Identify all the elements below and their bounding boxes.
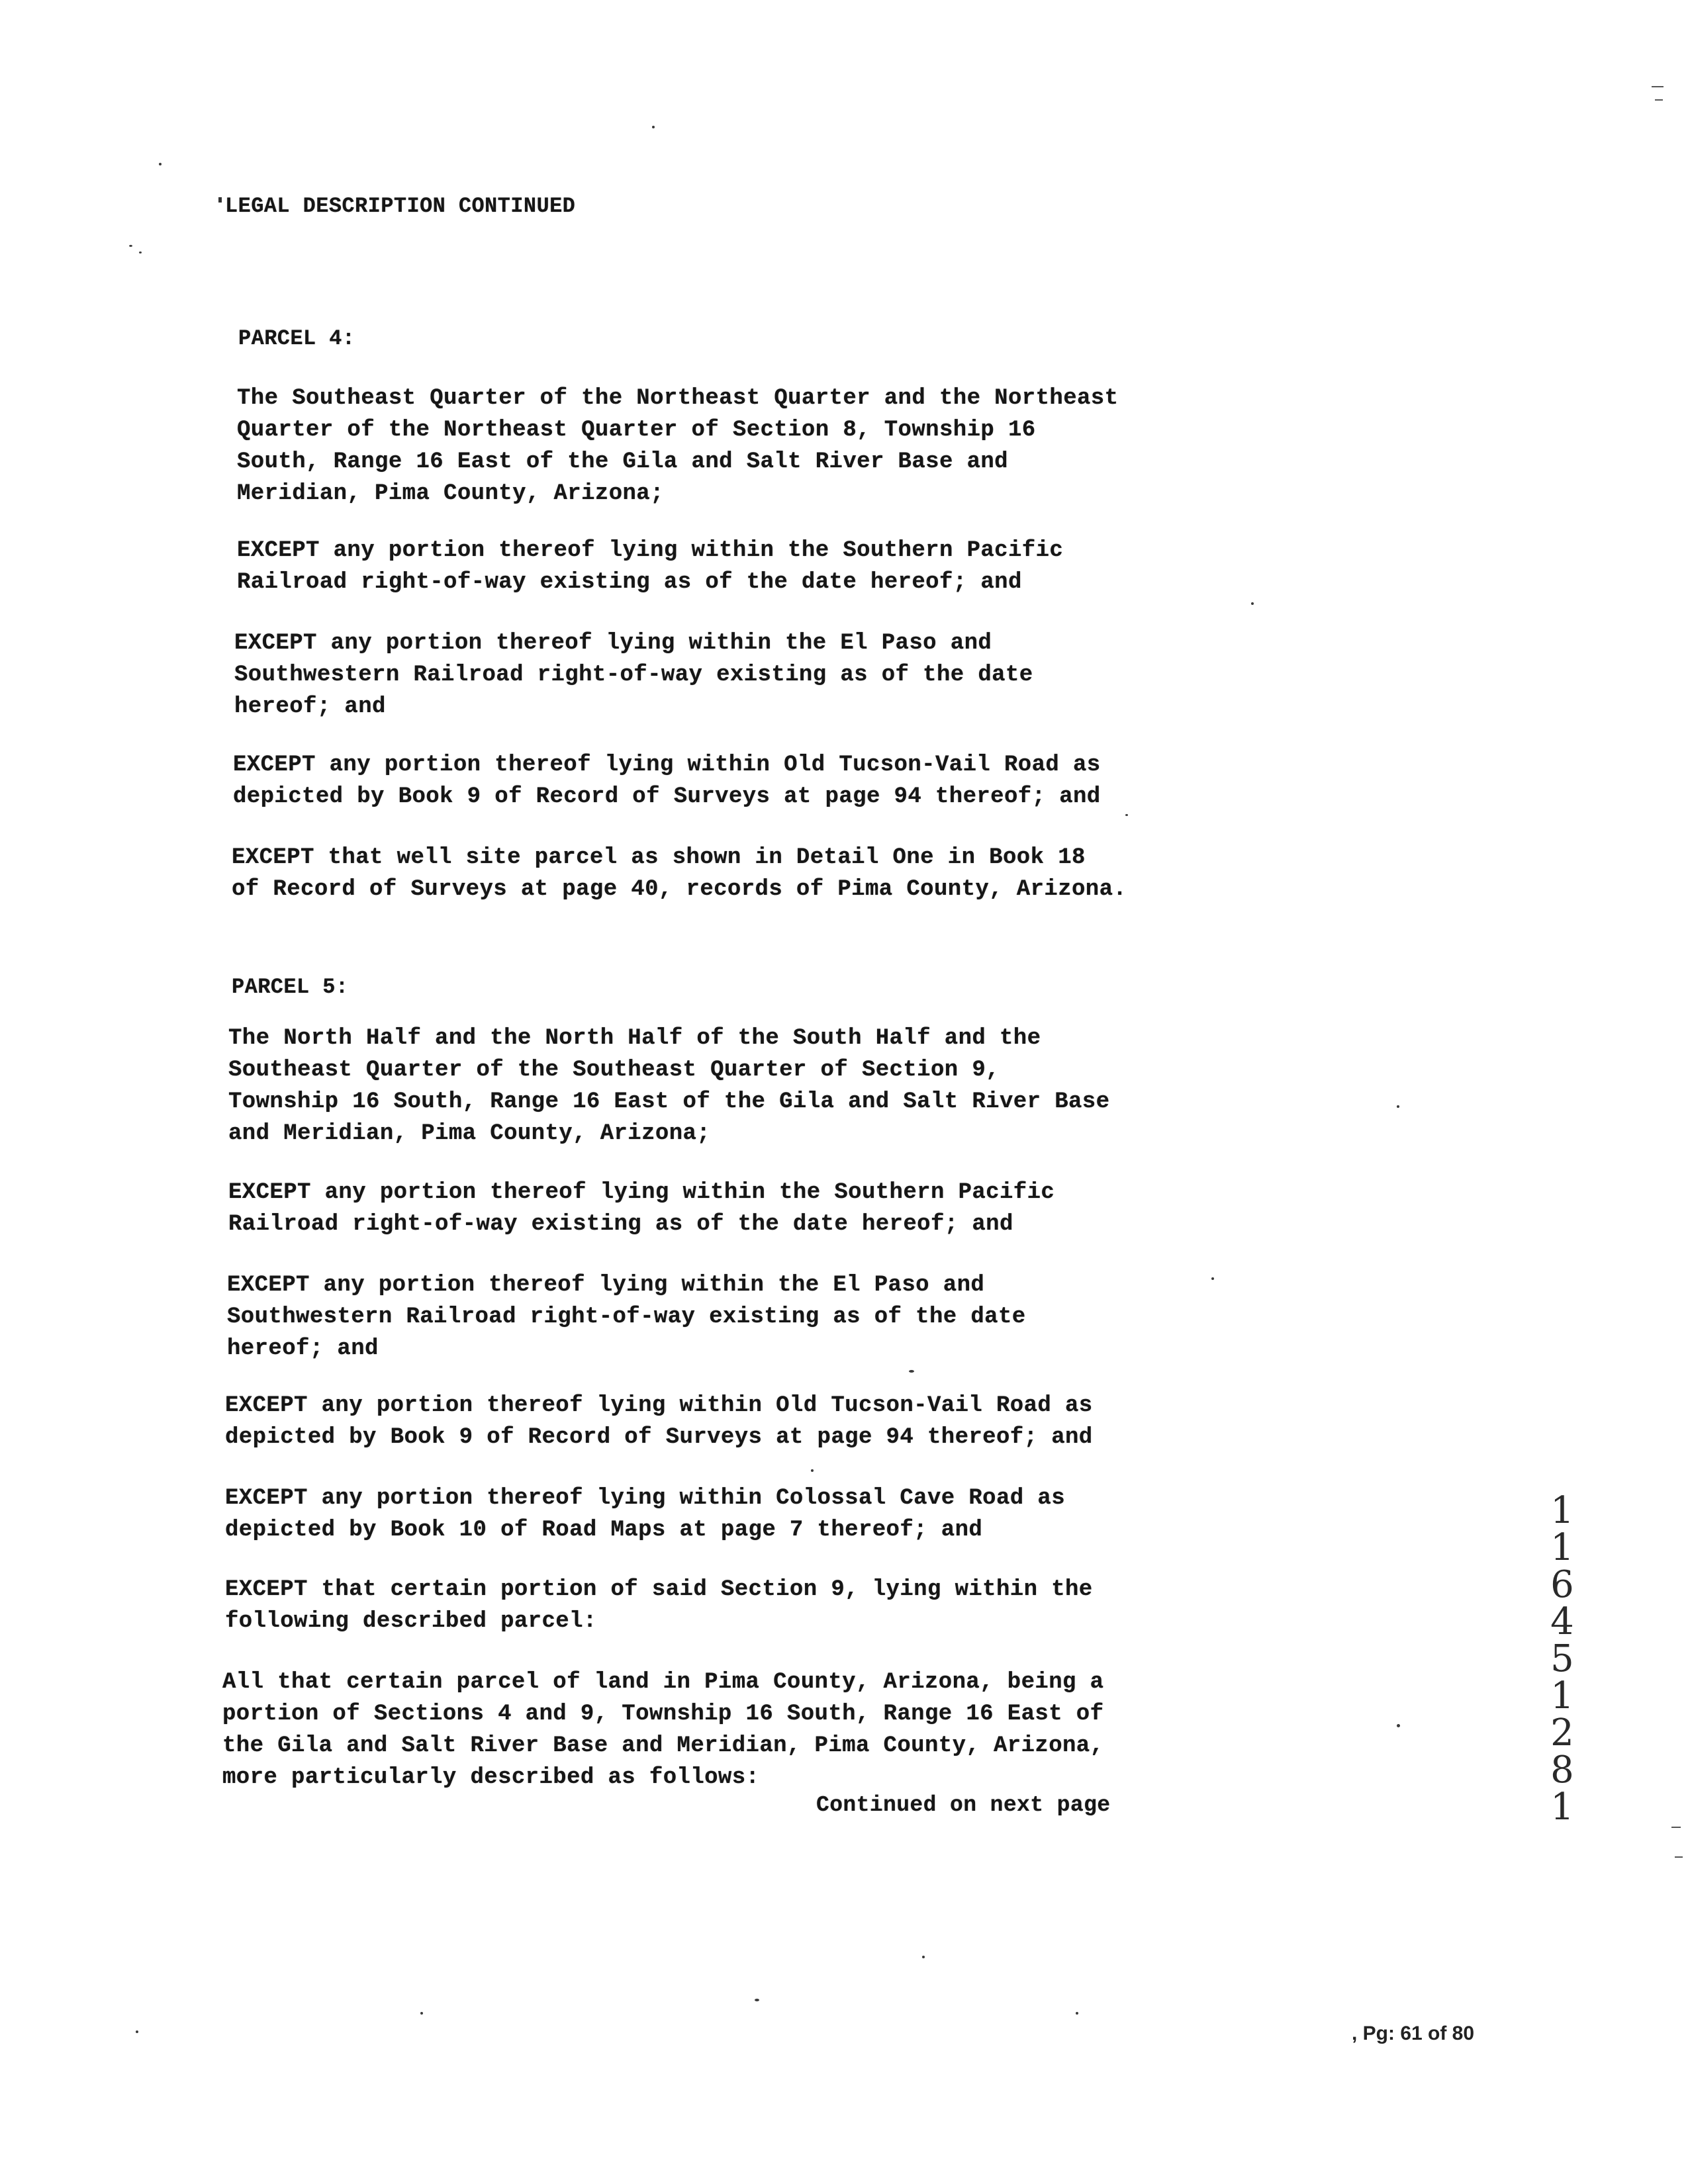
paragraph-line: All that certain parcel of land in Pima County, Arizona, being a xyxy=(222,1670,1104,1695)
paragraph-line: depicted by Book 9 of Record of Surveys at page 94 thereof; and xyxy=(225,1425,1093,1450)
paragraph-line: Railroad right-of-way existing as of the date hereof; and xyxy=(228,1212,1013,1237)
paragraph-line: Meridian, Pima County, Arizona; xyxy=(237,481,664,506)
edge-mark xyxy=(1671,1827,1681,1828)
parcel-paragraph xyxy=(233,749,1101,813)
scan-speck xyxy=(1125,814,1128,816)
parcel-paragraph xyxy=(227,1269,1026,1365)
continued-note: Continued on next page xyxy=(816,1793,1111,1817)
paragraph-line: EXCEPT any portion thereof lying within Old Tucson-Vail Road as xyxy=(233,752,1101,778)
parcel-paragraph xyxy=(237,383,1118,510)
scan-speck xyxy=(909,1370,914,1373)
scan-speck xyxy=(1211,1277,1214,1280)
paragraph-line: hereof; and xyxy=(234,694,386,719)
scan-speck xyxy=(136,2030,138,2033)
paragraph-line: EXCEPT that well site parcel as shown in Detail One in Book 18 xyxy=(232,845,1086,870)
paragraph-line: The Southeast Quarter of the Northeast Quarter and the Northeast xyxy=(237,386,1119,411)
paragraph-line: Southwestern Railroad right-of-way existing as of the date xyxy=(227,1304,1026,1330)
paragraph-line: Railroad right-of-way existing as of the date hereof; and xyxy=(237,570,1022,595)
paragraph-line: South, Range 16 East of the Gila and Salt River Base and xyxy=(237,449,1008,475)
parcel-paragraph xyxy=(225,1482,1065,1546)
paragraph-line: EXCEPT any portion thereof lying within the Southern Pacific xyxy=(237,538,1064,563)
paragraph-line: more particularly described as follows: xyxy=(222,1765,760,1790)
scan-speck xyxy=(1397,1724,1400,1727)
paragraph-line: EXCEPT any portion thereof lying within the El Paso and xyxy=(227,1273,985,1298)
parcel-paragraph xyxy=(222,1666,1103,1794)
scan-speck xyxy=(652,126,655,128)
paragraph-line: Quarter of the Northeast Quarter of Section 8, Township 16 xyxy=(237,418,1036,443)
paragraph-line: of Record of Surveys at page 40, records of Pima County, Arizona. xyxy=(232,877,1127,902)
parcel-heading: PARCEL 4: xyxy=(238,326,355,351)
parcel-paragraph xyxy=(232,842,1127,905)
parcel-paragraph xyxy=(234,627,1033,723)
parcel-paragraph xyxy=(237,535,1063,598)
paragraph-line: and Meridian, Pima County, Arizona; xyxy=(228,1121,711,1146)
recording-stamp: 11645 1281 xyxy=(1550,1489,1574,1829)
edge-mark xyxy=(1675,1856,1683,1858)
paragraph-line: depicted by Book 9 of Record of Surveys at page 94 thereof; and xyxy=(233,784,1101,809)
paragraph-line: EXCEPT any portion thereof lying within Old Tucson-Vail Road as xyxy=(225,1393,1093,1418)
parcel-paragraph xyxy=(225,1390,1093,1453)
parcel-heading: PARCEL 5: xyxy=(232,975,349,999)
scan-speck xyxy=(139,251,142,253)
paragraph-line: EXCEPT that certain portion of said Section 9, lying within the xyxy=(225,1577,1093,1602)
scan-speck xyxy=(922,1956,925,1958)
scan-speck xyxy=(1397,1105,1399,1108)
parcel-paragraph xyxy=(225,1574,1093,1637)
paragraph-line: EXCEPT any portion thereof lying within the El Paso and xyxy=(234,631,992,656)
paragraph-line: hereof; and xyxy=(227,1336,379,1361)
paragraph-line: following described parcel: xyxy=(225,1609,597,1634)
header-bullet xyxy=(218,197,222,203)
scan-speck xyxy=(1251,602,1254,605)
parcel-paragraph xyxy=(228,1023,1109,1150)
paragraph-line: Southwestern Railroad right-of-way existing as of the date xyxy=(234,662,1033,688)
scan-speck xyxy=(811,1469,814,1472)
scan-speck xyxy=(129,245,132,247)
edge-mark xyxy=(1655,99,1663,101)
edge-mark xyxy=(1652,86,1664,87)
scan-speck xyxy=(755,1999,759,2001)
parcel-paragraph xyxy=(228,1177,1055,1240)
paragraph-line: Township 16 South, Range 16 East of the Gila and Salt River Base xyxy=(228,1089,1110,1115)
scan-speck xyxy=(420,2012,423,2015)
paragraph-line: The North Half and the North Half of the South Half and the xyxy=(228,1026,1041,1051)
page-number: , Pg: 61 of 80 xyxy=(1352,2023,1475,2044)
paragraph-line: EXCEPT any portion thereof lying within Colossal Cave Road as xyxy=(225,1486,1066,1511)
scan-speck xyxy=(159,163,162,165)
paragraph-line: the Gila and Salt River Base and Meridian, Pima County, Arizona, xyxy=(222,1733,1104,1758)
paragraph-line: Southeast Quarter of the Southeast Quarter of Section 9, xyxy=(228,1058,1000,1083)
paragraph-line: depicted by Book 10 of Road Maps at page 7 thereof; and xyxy=(225,1518,983,1543)
scan-speck xyxy=(1076,2012,1078,2015)
paragraph-line: portion of Sections 4 and 9, Township 16 South, Range 16 East of xyxy=(222,1702,1104,1727)
page-header: LEGAL DESCRIPTION CONTINUED xyxy=(225,194,576,218)
paragraph-line: EXCEPT any portion thereof lying within the Southern Pacific xyxy=(228,1180,1055,1205)
